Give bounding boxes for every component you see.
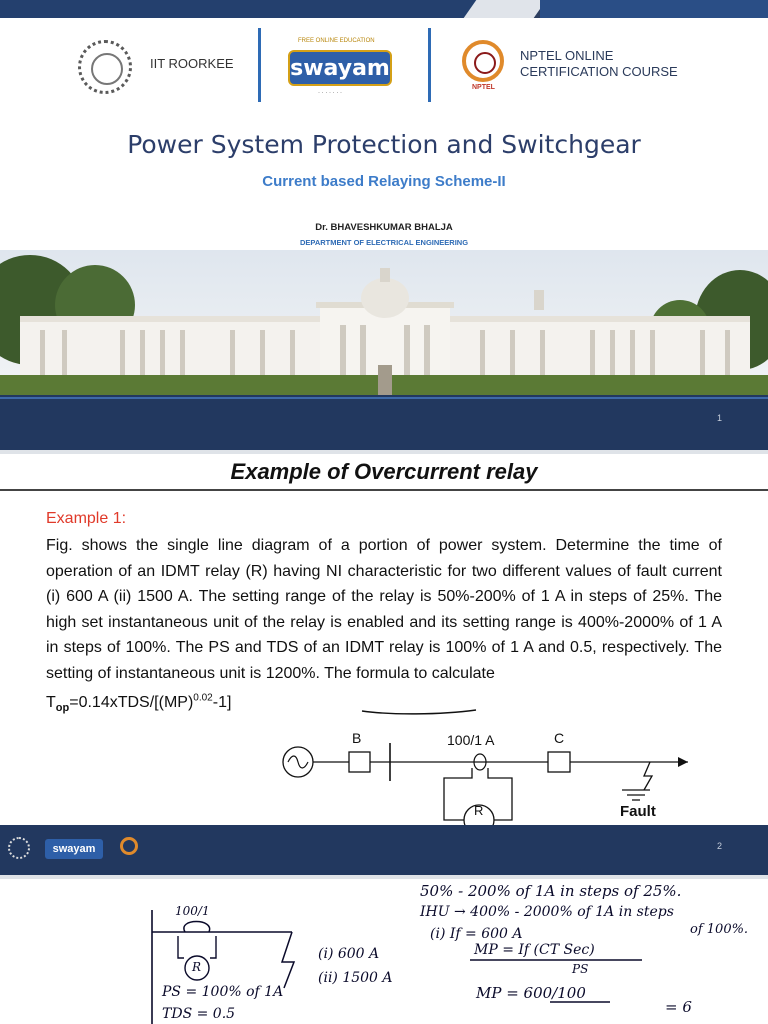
example-label: Example 1: xyxy=(46,510,127,527)
formula-exponent: 0.02 xyxy=(193,693,213,704)
iit-roorkee-seal-icon xyxy=(78,40,132,94)
slide-title: Example of Overcurrent relay xyxy=(230,459,538,484)
title-rule xyxy=(0,489,768,491)
bus-c-label: C xyxy=(554,730,565,746)
breaker-b xyxy=(349,752,370,772)
relay-label: R xyxy=(474,803,484,818)
note-ihu-range: IHU → 400% - 2000% of 1A in steps xyxy=(420,904,674,920)
ct-ratio-label: 100/1 A xyxy=(447,732,495,748)
slide-footer xyxy=(0,825,768,875)
swayam-tagline: FREE ONLINE EDUCATION xyxy=(298,38,375,44)
note-ps: PS = 100% of 1A xyxy=(162,984,284,1000)
divider xyxy=(428,28,431,102)
note-mp-denominator: PS xyxy=(572,962,589,976)
logo-row xyxy=(0,22,768,112)
note-mp-result: = 6 xyxy=(665,998,692,1016)
swayam-logo: swayam xyxy=(45,839,103,859)
note-relay: R xyxy=(192,960,202,974)
slide-separator xyxy=(0,450,768,454)
divider xyxy=(258,28,261,102)
note-setting-range: 50% - 200% of 1A in steps of 25%. xyxy=(420,882,682,900)
title-slide xyxy=(0,0,768,450)
handwritten-underline xyxy=(360,705,480,717)
course-title: Power System Protection and Switchgear xyxy=(127,130,641,159)
problem-text: Fig. shows the single line diagram of a portion of power system. Determine the time of operation of an IDMT relay (R) having NI characteristic for two different values of fault current (i) 600 A (ii) 1500 A. The setting range of the relay is 50%-200% of 1 A in steps of 25%. The high set instantaneous unit of the relay is enabled and its setting range is 400%-2000% of 1 A in steps of 100%. The PS and TDS of an IDMT relay is 100% of 1 A and 0.5, respectively. The setting of instantaneous unit is 1200%. The formula to calculate xyxy=(46,537,722,682)
note-fault-ii: (ii) 1500 A xyxy=(318,970,393,986)
nptel-line2: CERTIFICATION COURSE xyxy=(520,64,678,79)
nptel-logo-icon xyxy=(462,40,504,82)
note-fault-i: (i) 600 A xyxy=(318,946,380,962)
lecture-subtitle: Current based Relaying Scheme-II xyxy=(262,173,506,190)
formula xyxy=(46,693,232,715)
fault-label: Fault xyxy=(620,803,656,820)
formula-end: -1] xyxy=(212,694,232,712)
campus-building-photo xyxy=(0,250,768,395)
nptel-logo-icon xyxy=(120,837,138,855)
swayam-subtext: · · · · · · · xyxy=(318,90,342,96)
author-name: Dr. BHAVESHKUMAR BHALJA xyxy=(315,222,453,233)
top-banner xyxy=(0,0,768,18)
note-mp-value: MP = 600/100 xyxy=(476,984,586,1002)
page-number: 2 xyxy=(716,841,722,851)
note-mp-formula: MP = If (CT Sec) xyxy=(474,942,595,958)
nptel-course-label xyxy=(520,48,678,80)
iit-roorkee-seal-icon xyxy=(8,837,30,859)
note-ct-ratio: 100/1 xyxy=(175,904,210,918)
page-number: 1 xyxy=(716,413,722,423)
nptel-line1: NPTEL ONLINE xyxy=(520,48,614,63)
slide-footer xyxy=(0,395,768,450)
note-tds: TDS = 0.5 xyxy=(162,1006,236,1022)
handwritten-notes-slide xyxy=(0,880,768,1024)
problem-statement xyxy=(46,533,722,722)
fault-icon xyxy=(644,762,652,790)
formula-t: T xyxy=(46,694,56,712)
bus-b-label: B xyxy=(352,730,362,746)
handwriting-strokes xyxy=(0,880,768,1024)
note-fault-current: (i) If = 600 A xyxy=(430,926,523,942)
formula-sub: op xyxy=(55,702,70,715)
nptel-logo-label: NPTEL xyxy=(472,84,495,91)
slide-separator xyxy=(0,875,768,879)
breaker-c xyxy=(548,752,570,772)
iit-roorkee-label: IIT ROORKEE xyxy=(150,56,234,71)
formula-mid: =0.14xTDS/[(MP) xyxy=(69,694,194,712)
swayam-logo: swayam xyxy=(288,50,392,86)
department-name: DEPARTMENT OF ELECTRICAL ENGINEERING xyxy=(299,238,469,247)
note-ihu-steps: of 100%. xyxy=(690,922,749,937)
example-slide xyxy=(0,455,768,875)
